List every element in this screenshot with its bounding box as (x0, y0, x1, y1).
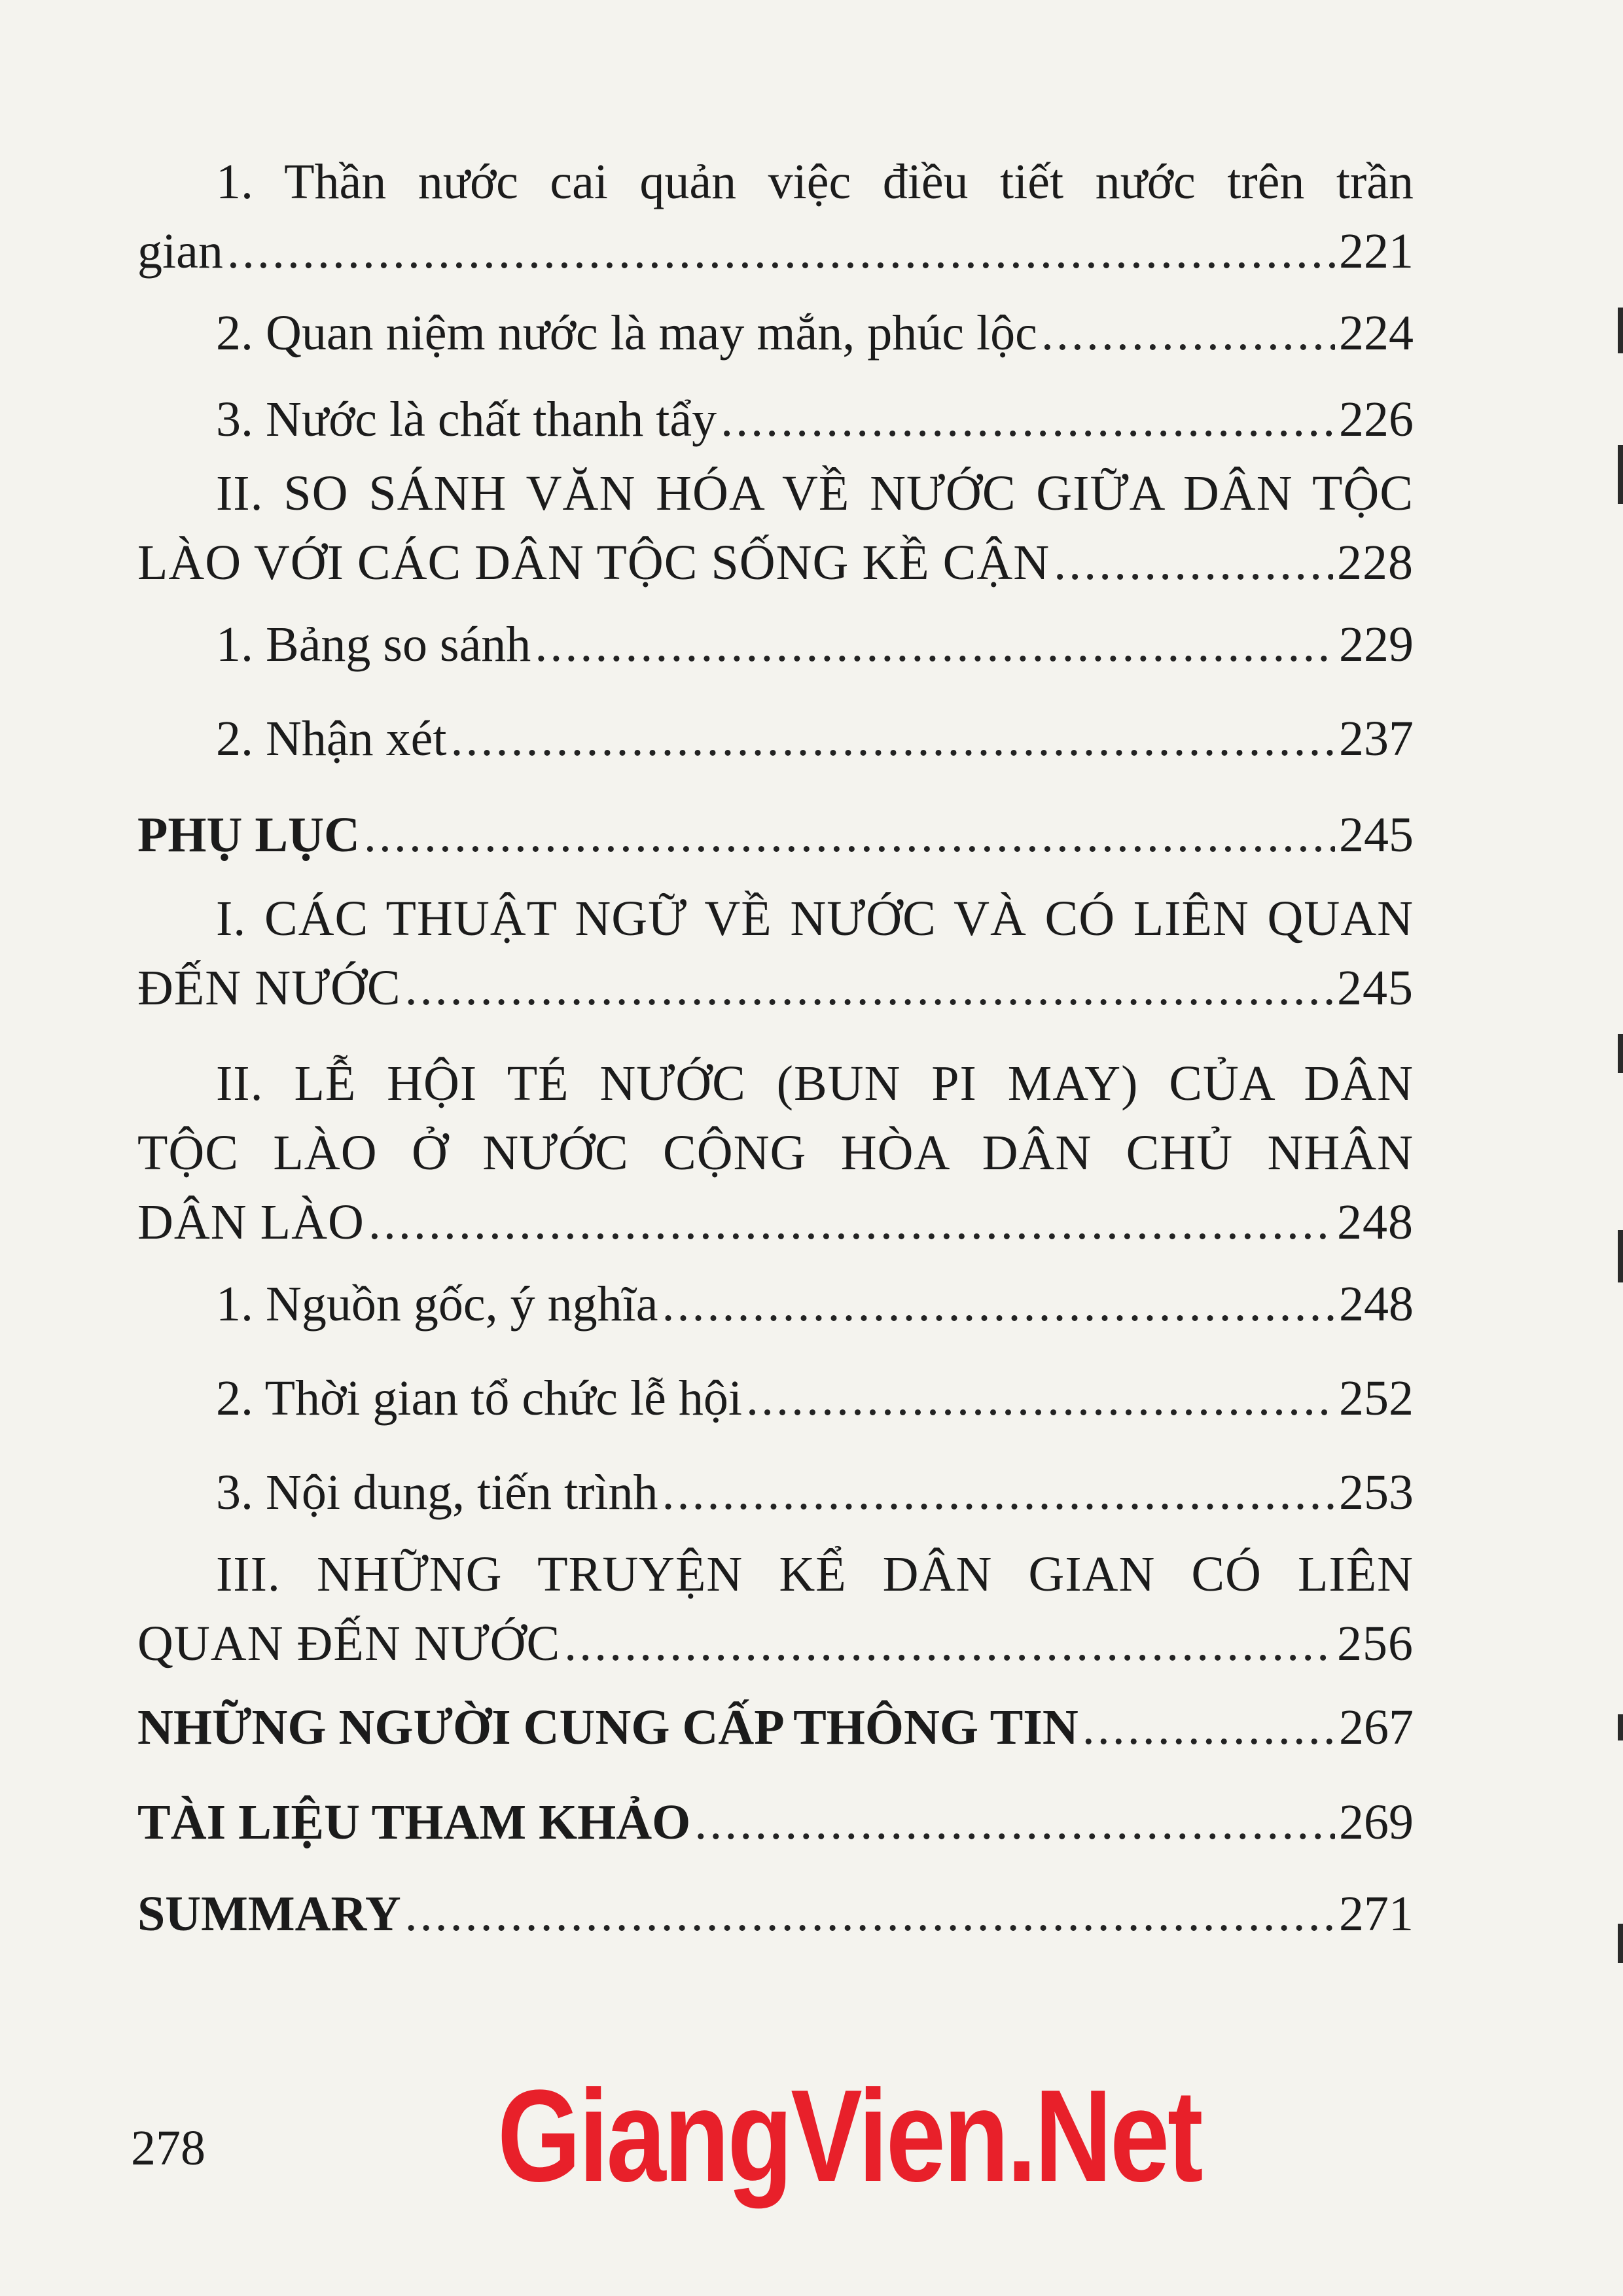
toc-entry-title: gian (137, 224, 223, 279)
dot-leader (694, 1776, 1335, 1868)
dot-leader (535, 597, 1335, 692)
toc-entry[interactable] (137, 147, 1414, 286)
dot-leader (364, 786, 1335, 884)
toc-entry-title: NHỮNG NGƯỜI CUNG CẤP THÔNG TIN (137, 1700, 1079, 1755)
dot-leader (368, 1188, 1333, 1257)
dot-leader (1054, 528, 1333, 597)
toc-entry-title: ĐẾN NƯỚC (137, 961, 401, 1016)
toc-page-number: 248 (1339, 1277, 1414, 1332)
page-edge-mark (1618, 1924, 1623, 1963)
toc-entry-title: DÂN LÀO (137, 1195, 365, 1250)
toc-entry-title: TÀI LIỆU THAM KHẢO (137, 1795, 691, 1850)
toc-entry-title: LÀO VỚI CÁC DÂN TỘC SỐNG KỀ CẬN (137, 535, 1050, 590)
toc-page-number: 252 (1339, 1371, 1414, 1426)
watermark-logo: GiangVien.Net (497, 2063, 1202, 2209)
toc-entry-title: 2. Nhận xét (216, 711, 447, 766)
page-edge-mark (1618, 445, 1623, 504)
toc-entry[interactable] (137, 1351, 1414, 1445)
dot-leader (1041, 286, 1335, 380)
toc-page-number: 221 (1339, 224, 1414, 279)
toc-page-number: 245 (1337, 961, 1414, 1016)
dot-leader (450, 692, 1335, 786)
table-of-contents (137, 147, 1414, 1960)
toc-entry-title: PHỤ LỤC (137, 807, 360, 862)
page-number: 278 (131, 2121, 205, 2176)
toc-entry[interactable] (137, 1776, 1414, 1868)
toc-entry-title: 3. Nước là chất thanh tẩy (216, 392, 717, 447)
toc-entry[interactable] (137, 1678, 1414, 1776)
toc-entry[interactable] (137, 380, 1414, 459)
toc-entry[interactable] (137, 692, 1414, 786)
toc-entry-title: QUAN ĐẾN NƯỚC (137, 1616, 561, 1671)
toc-entry-title: 2. Thời gian tổ chức lễ hội (216, 1371, 742, 1426)
toc-entry[interactable] (137, 1868, 1414, 1960)
toc-entry[interactable] (137, 459, 1414, 597)
toc-entry[interactable] (137, 1257, 1414, 1351)
toc-entry[interactable] (137, 786, 1414, 884)
toc-entry-title: 2. Quan niệm nước là may mắn, phúc lộc (216, 306, 1037, 361)
toc-page-number: 253 (1339, 1465, 1414, 1520)
toc-entry-title-line: II. LỄ HỘI TÉ NƯỚC (BUN PI MAY) CỦA DÂN (216, 1056, 1414, 1111)
page-edge-mark (1618, 1714, 1623, 1740)
dot-leader (662, 1257, 1335, 1351)
toc-entry-title: 1. Bảng so sánh (216, 617, 531, 672)
page-edge-mark (1618, 1230, 1623, 1282)
toc-entry-title-line: I. CÁC THUẬT NGỮ VỀ NƯỚC VÀ CÓ LIÊN QUAN (216, 891, 1414, 946)
toc-entry-title: 1. Nguồn gốc, ý nghĩa (216, 1277, 658, 1332)
toc-entry[interactable] (137, 1445, 1414, 1540)
toc-page-number: 224 (1339, 306, 1414, 361)
toc-page-number: 248 (1337, 1195, 1414, 1250)
dot-leader (227, 217, 1335, 286)
toc-entry[interactable] (137, 1049, 1414, 1257)
dot-leader (746, 1351, 1335, 1445)
toc-page-number: 229 (1339, 617, 1414, 672)
toc-entry[interactable] (137, 884, 1414, 1023)
dot-leader (662, 1445, 1335, 1540)
dot-leader (405, 1868, 1335, 1960)
toc-page-number: 271 (1339, 1886, 1414, 1941)
page-edge-mark (1618, 308, 1623, 353)
dot-leader (1082, 1678, 1335, 1776)
toc-entry-title: 3. Nội dung, tiến trình (216, 1465, 658, 1520)
toc-entry[interactable] (137, 286, 1414, 380)
toc-page-number: 256 (1337, 1616, 1414, 1671)
toc-page-number: 245 (1339, 807, 1414, 862)
dot-leader (564, 1609, 1333, 1678)
toc-entry-title: SUMMARY (137, 1886, 401, 1941)
toc-entry-title-line: 1. Thần nước cai quản việc điều tiết nước trên trần (216, 154, 1414, 209)
toc-page-number: 226 (1339, 392, 1414, 447)
toc-entry-title-line: III. NHỮNG TRUYỆN KỂ DÂN GIAN CÓ LIÊN (216, 1547, 1414, 1602)
toc-entry-title-line: TỘC LÀO Ở NƯỚC CỘNG HÒA DÂN CHỦ NHÂN (137, 1125, 1414, 1180)
dot-leader (721, 380, 1335, 459)
page-edge-mark (1618, 1034, 1623, 1073)
dot-leader (405, 953, 1333, 1023)
toc-page-number: 228 (1337, 535, 1414, 590)
toc-page-number: 267 (1339, 1700, 1414, 1755)
toc-entry[interactable] (137, 1540, 1414, 1678)
toc-page-number: 269 (1339, 1795, 1414, 1850)
toc-entry[interactable] (137, 597, 1414, 692)
toc-page-number: 237 (1339, 711, 1414, 766)
toc-entry-title-line: II. SO SÁNH VĂN HÓA VỀ NƯỚC GIỮA DÂN TỘC (216, 466, 1414, 521)
